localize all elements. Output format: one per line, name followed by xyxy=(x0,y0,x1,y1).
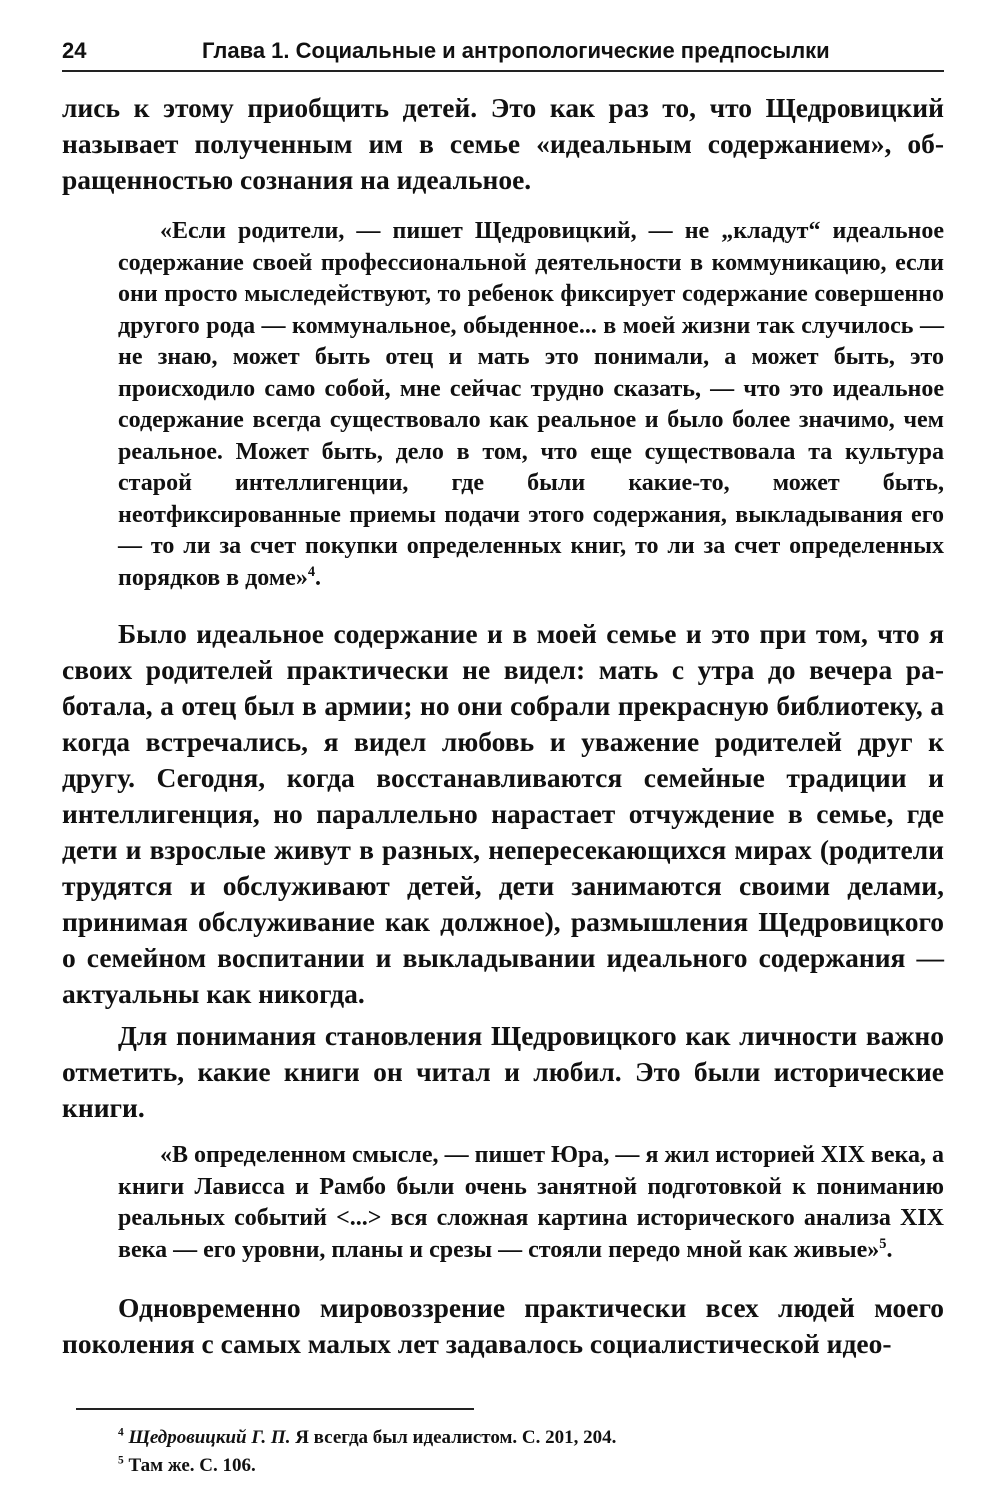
block-quote-text: «Если родители, — пишет Щедровицкий, — не „кладут“ идеальное содержание своей профессиональной деятельности в коммуникацию, если они просто мыследействуют, то ребенок фиксирует содержание совершенно другого рода — коммунальное, обыденное... в моей жизни так случилось — не знаю, может быть отец и мать это понимали, а может быть, это происходило само собой, мне сейчас трудно сказать, — что это идеальное содержание всегда существовало как реальное и было более значимо, чем реальное. Может быть, дело в том, что еще существовала та культура старой интеллигенции, где были какие-то, может быть, неотфиксированные приемы подачи этого содержания, выкладывания его — то ли за счет покупки определенных книг, то ли за счет определенных порядков в доме» xyxy=(118,218,944,591)
paragraph: Для понимания становления Щедровицкого как личности важно отметить, какие книги он читал и любил. Это были исторические книги. xyxy=(62,1020,944,1123)
page-number: 24 xyxy=(62,38,87,63)
footnote-number: 4 xyxy=(118,1426,124,1439)
chapter-title: Глава 1. Социальные и антропологические предпосылки xyxy=(202,38,830,63)
paragraph: Одновременно мировоззрение практически всех людей моего поколения с самых малых лет задавалось социалистической идео- xyxy=(62,1292,944,1359)
footnote-text: Я всегда был идеалистом. С. 201, 204. xyxy=(295,1427,617,1448)
footnote-number: 5 xyxy=(118,1454,124,1467)
footnote xyxy=(118,1452,944,1480)
footnotes xyxy=(118,1424,944,1480)
footnote-author: Щедровицкий Г. П. xyxy=(128,1427,291,1448)
paragraph: Было идеальное содержание и в моей семье и это при том, что я своих родителей практически не видел: мать с утра до вечера работала, а отец был в армии; но они собрали прекрасную библиотеку, а когда встречались, я видел любовь и уважение родителей друг к другу. Сегодня, когда восстанавливаются семейные традиции и интеллигенция, но параллельно нарастает отчуждение в семье, где дети и взрослые живут в разных, непересекающихся мирах (родители трудятся и обслуживают детей, дети занимаются своими делами, принимая обслуживание как должное), размышления Щедровицкого о семейном воспитании и выкладывании идеального содержания — актуальны как никогда. xyxy=(62,618,944,1009)
block-quote: «В определенном смысле, — пишет Юра, — я жил историей XIX века, а книги Лависса и Рамбо были очень занятной подготовкой к пониманию реальных событий <...> вся сложная картина исторического анализа XIX века — его уровни, планы и срезы — стояли передо мной как живые»$^5$. xyxy=(118,1142,944,1263)
block-quote: «Если родители, — пишет Щедровицкий, — не „кладут“ идеальное содержание своей профессиональной деятельности в коммуникацию, если они просто мыследействуют, то ребенок фиксирует содержание совершенно другого рода — коммунальное, обыденное... в моей жизни так случилось — не знаю, может быть отец и мать это понимали, а может быть, это происходило само собой, мне сейчас трудно сказать, — что это идеальное содержание всегда существовало как реальное и было более значимо, чем реальное. Может быть, дело в том, что еще существовала та культура старой интеллигенции, где были какие-то, может быть, неотфиксированные приемы подачи этого содержания, выкладывания его — то ли за счет покупки определенных книг, то ли за счет определенных порядков в доме»$^4$. xyxy=(118,218,944,591)
paragraph-continuation: лись к этому приобщить детей. Это как раз то, что Щедровицкий называет полученным им в семье «идеальным содержанием», обращенностью сознания на идеальное. xyxy=(62,92,944,195)
book-page xyxy=(62,38,944,1480)
footnote-divider xyxy=(76,1408,474,1410)
block-quote-text: «В определенном смысле, — пишет Юра, — я жил историей XIX века, а книги Лависса и Рамбо были очень занятной подготовкой к пониманию реальных событий <...> вся сложная картина исторического анализа XIX века — его уровни, планы и срезы — стояли передо мной как живые» xyxy=(118,1142,944,1263)
footnote-ref: 5 xyxy=(879,1235,887,1252)
footnote-text: Там же. С. 106. xyxy=(128,1455,256,1476)
running-head xyxy=(62,38,944,72)
footnote xyxy=(118,1424,944,1452)
footnote-ref: 4 xyxy=(307,563,316,580)
